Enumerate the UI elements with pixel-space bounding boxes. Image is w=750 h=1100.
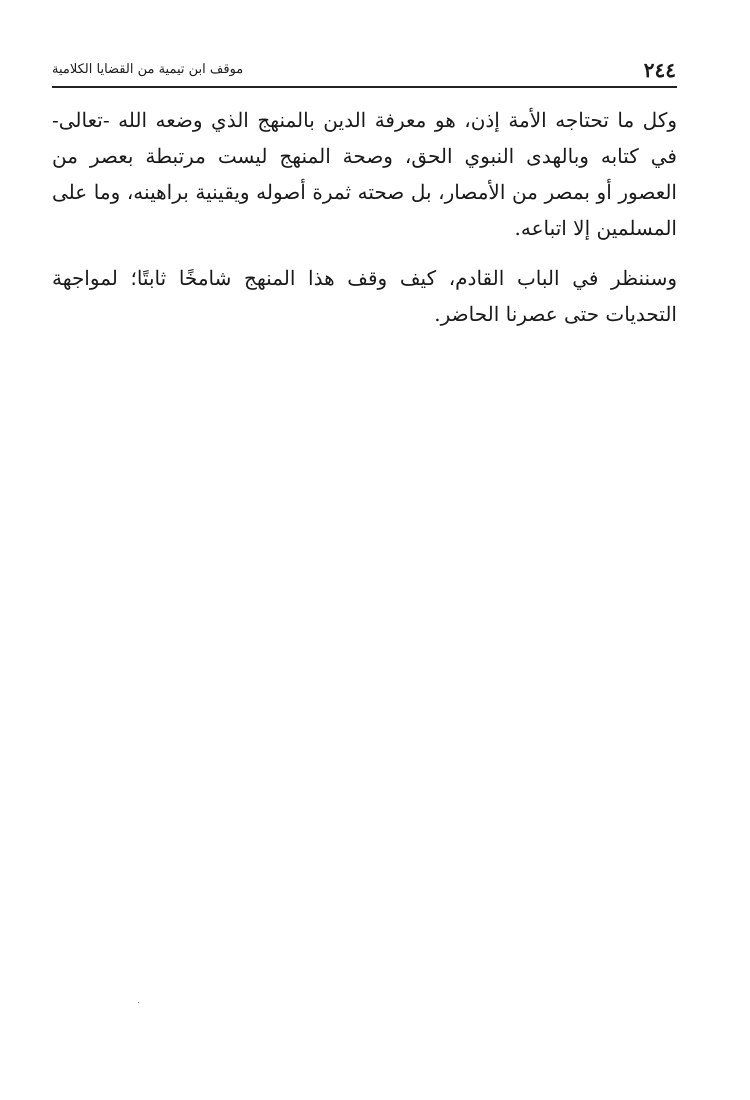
body-paragraph: وسننظر في الباب القادم، كيف وقف هذا المنهج شامخًا ثابتًا؛ لمواجهة التحديات حتى عصرنا الحاضر. (52, 266, 677, 326)
running-title: موقف ابن تيمية من القضايا الكلامية (52, 62, 244, 77)
page-number: ٢٤٤ (643, 58, 676, 82)
scan-speck (138, 1002, 139, 1003)
body-paragraph: وكل ما تحتاجه الأمة إذن، هو معرفة الدين بالمنهج الذي وضعه الله -تعالى- في كتابه وبالهدى النبوي الحق، وصحة المنهج ليست مرتبطة بعصر من العصور أو بمصر من الأمصار، بل صحته ثمرة أصوله ويقينية براهينه، وما على المسلمين إلا اتباعه. (52, 108, 677, 240)
page-header (52, 60, 676, 84)
header-rule (52, 86, 677, 88)
page-body (52, 102, 677, 332)
